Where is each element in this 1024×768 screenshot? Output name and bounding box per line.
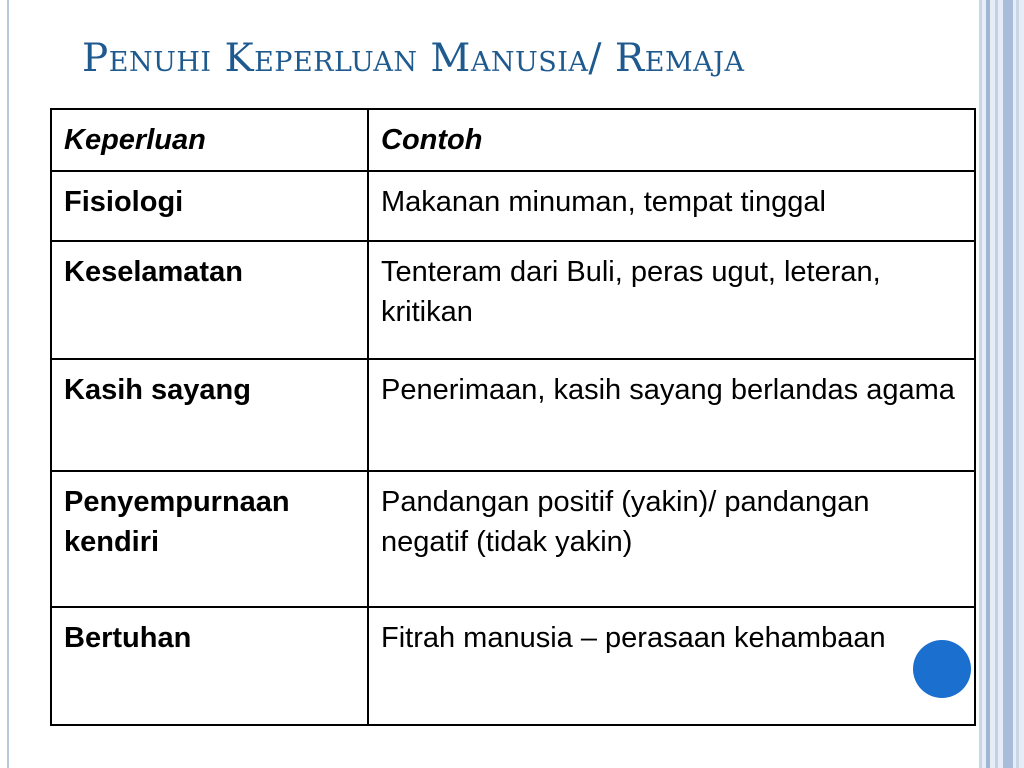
decorative-stripe (979, 0, 982, 768)
table-row (51, 171, 975, 241)
column-header-keperluan: Keperluan (51, 109, 368, 171)
column-header-contoh: Contoh (368, 109, 975, 171)
table-header-row (51, 109, 975, 171)
example-cell: Makanan minuman, tempat tinggal (368, 171, 975, 241)
decorative-stripe (986, 0, 990, 768)
need-cell: Keselamatan (51, 241, 368, 359)
need-cell: Penyempurnaan kendiri (51, 471, 368, 607)
decorative-circle-icon (913, 640, 971, 698)
need-cell: Fisiologi (51, 171, 368, 241)
decorative-stripe (1016, 0, 1019, 768)
example-cell: Fitrah manusia – perasaan kehambaan (368, 607, 975, 725)
need-cell: Bertuhan (51, 607, 368, 725)
table-row (51, 359, 975, 471)
example-cell: Penerimaan, kasih sayang berlandas agama (368, 359, 975, 471)
slide-title: Penuhi Keperluan Manusia/ Remaja (82, 36, 745, 81)
need-cell: Kasih sayang (51, 359, 368, 471)
needs-table (50, 108, 976, 726)
table-row (51, 241, 975, 359)
decorative-stripe (1003, 0, 1013, 768)
example-cell: Tenteram dari Buli, peras ugut, leteran, kritikan (368, 241, 975, 359)
example-cell: Pandangan positif (yakin)/ pandangan negatif (tidak yakin) (368, 471, 975, 607)
decorative-stripe (995, 0, 998, 768)
left-divider-line (7, 0, 9, 768)
table-row (51, 607, 975, 725)
table-row (51, 471, 975, 607)
